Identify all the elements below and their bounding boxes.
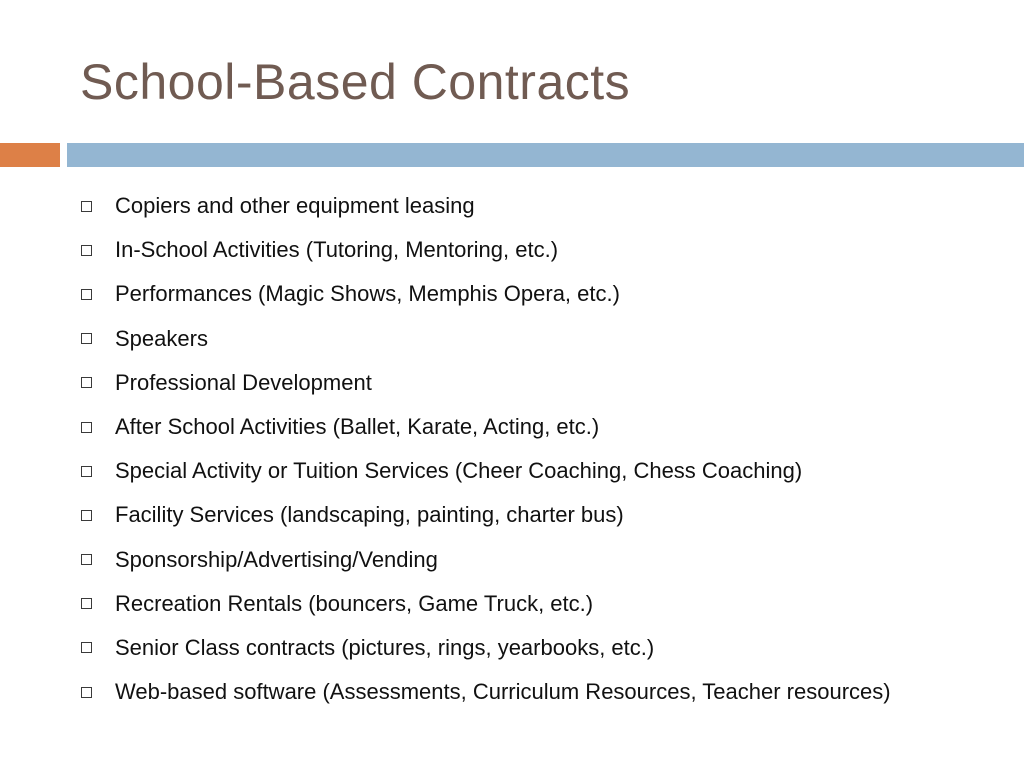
list-item (80, 626, 1010, 670)
bullet-text: After School Activities (Ballet, Karate, Acting, etc.) (115, 414, 600, 440)
list-item (80, 582, 1010, 626)
bullet-text: Web-based software (Assessments, Curriculum Resources, Teacher resources) (115, 679, 891, 705)
square-bullet-icon (81, 377, 92, 388)
square-bullet-icon (81, 333, 92, 344)
bullet-text: Senior Class contracts (pictures, rings, yearbooks, etc.) (115, 634, 655, 660)
bullet-text: In-School Activities (Tutoring, Mentoring, etc.) (115, 237, 559, 263)
list-item (80, 493, 1010, 537)
square-bullet-icon (81, 687, 92, 698)
bullet-text: Professional Development (115, 369, 372, 395)
square-bullet-icon (81, 422, 92, 433)
list-item (80, 317, 1010, 361)
square-bullet-icon (81, 201, 92, 212)
list-item (80, 449, 1010, 493)
list-item (80, 228, 1010, 272)
list-item (80, 405, 1010, 449)
slide-title: School-Based Contracts (80, 54, 631, 110)
bullet-text: Performances (Magic Shows, Memphis Opera, etc.) (115, 281, 620, 307)
header-rule-bar (67, 143, 1024, 167)
square-bullet-icon (81, 466, 92, 477)
bullet-text: Copiers and other equipment leasing (115, 193, 475, 219)
square-bullet-icon (81, 510, 92, 521)
square-bullet-icon (81, 642, 92, 653)
bullet-text: Special Activity or Tuition Services (Cheer Coaching, Chess Coaching) (115, 458, 803, 484)
list-item (80, 272, 1010, 316)
square-bullet-icon (81, 554, 92, 565)
list-item (80, 184, 1010, 228)
bullet-list (80, 184, 1010, 714)
list-item (80, 538, 1010, 582)
bullet-text: Facility Services (landscaping, painting, charter bus) (115, 502, 624, 528)
accent-bar (0, 143, 60, 167)
bullet-text: Recreation Rentals (bouncers, Game Truck, etc.) (115, 590, 594, 616)
square-bullet-icon (81, 245, 92, 256)
square-bullet-icon (81, 289, 92, 300)
list-item (80, 361, 1010, 405)
bullet-text: Sponsorship/Advertising/Vending (115, 546, 438, 572)
bullet-text: Speakers (115, 325, 208, 351)
square-bullet-icon (81, 598, 92, 609)
list-item (80, 670, 1010, 714)
